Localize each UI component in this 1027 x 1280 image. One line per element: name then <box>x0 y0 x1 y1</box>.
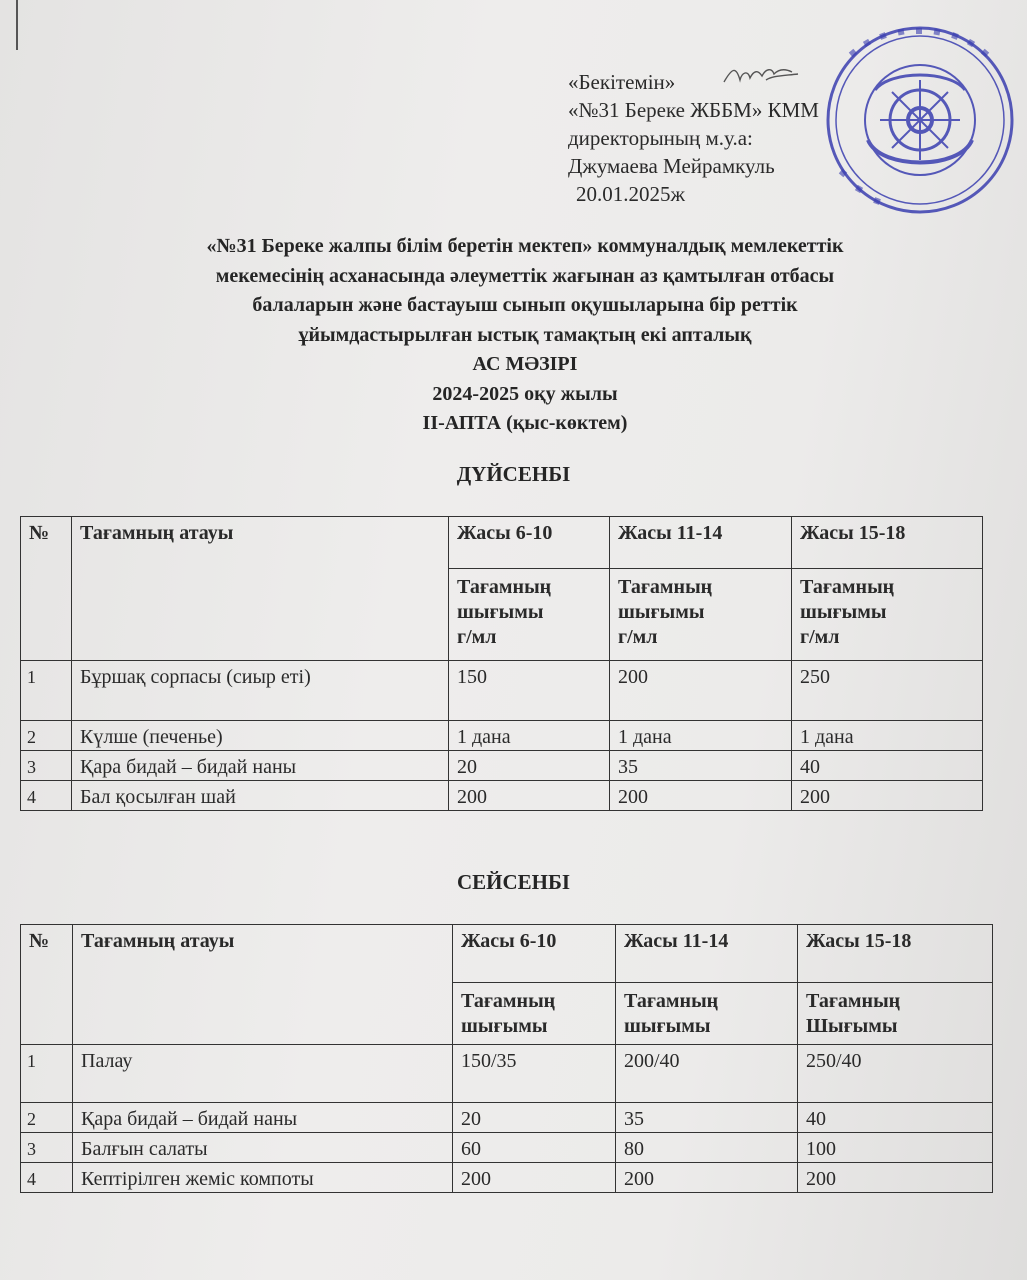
title-line-1: «№31 Береке жалпы білім беретін мектеп» коммуналдық мемлекеттік <box>206 235 844 257</box>
title-line-3: балаларын және бастауыш сынып оқушыларына бір реттік <box>252 294 798 316</box>
table-row <box>21 1103 993 1133</box>
dish-name: Балғын салаты <box>73 1133 453 1163</box>
title-line-4: ұйымдастырылған ыстық тамақтың екі апталық <box>298 323 752 346</box>
portion-age-15-18: 250 <box>792 661 983 721</box>
portion-age-15-18: 40 <box>798 1103 993 1133</box>
portion-age-15-18: 250/40 <box>798 1045 993 1103</box>
row-number: 1 <box>21 661 72 721</box>
subheader-yield-line-3: г/мл <box>457 626 497 648</box>
header-age-6-10: Жасы 6-10 <box>453 925 616 983</box>
table-header-row <box>21 925 993 983</box>
approval-line-4: Джумаева Мейрамкуль <box>568 154 775 178</box>
dish-name: Күлше (печенье) <box>72 721 449 751</box>
portion-age-11-14: 35 <box>616 1103 798 1133</box>
subheader-yield-line-1: Тағамның <box>806 990 901 1012</box>
subheader-yield-line-2: шығымы <box>457 601 544 623</box>
monday-heading: ДҮЙСЕНБІ <box>456 462 571 486</box>
row-number: 4 <box>21 1163 73 1193</box>
header-age-15-18: Жасы 15-18 <box>798 925 993 983</box>
subheader-yield-line-2: шығымы <box>618 601 705 623</box>
subheader-yield-line-2: шығымы <box>800 601 887 623</box>
official-stamp-icon <box>820 20 1020 220</box>
subheader-yield-line-2: шығымы <box>624 1015 711 1037</box>
portion-age-11-14: 200 <box>610 781 792 811</box>
header-dish-name: Тағамның атауы <box>73 925 453 1045</box>
portion-age-11-14: 200/40 <box>616 1045 798 1103</box>
tuesday-menu-table <box>20 924 993 1193</box>
subheader-yield-line-1: Тағамның <box>800 576 895 598</box>
subheader-yield <box>792 569 983 661</box>
portion-age-6-10: 150/35 <box>453 1045 616 1103</box>
header-age-15-18: Жасы 15-18 <box>792 517 983 569</box>
header-age-6-10: Жасы 6-10 <box>449 517 610 569</box>
subheader-yield-line-1: Тағамның <box>461 990 556 1012</box>
portion-age-11-14: 200 <box>616 1163 798 1193</box>
table-row <box>21 781 983 811</box>
portion-age-6-10: 200 <box>449 781 610 811</box>
row-number: 1 <box>21 1045 73 1103</box>
subheader-yield-line-1: Тағамның <box>457 576 552 598</box>
portion-age-6-10: 20 <box>449 751 610 781</box>
portion-age-15-18: 40 <box>792 751 983 781</box>
table-row <box>21 1045 993 1103</box>
document-title <box>130 232 920 439</box>
portion-age-15-18: 1 дана <box>792 721 983 751</box>
dish-name: Палау <box>73 1045 453 1103</box>
subheader-yield-line-2: шығымы <box>461 1015 548 1037</box>
approval-line-2: «№31 Береке ЖББМ» КММ <box>568 98 819 122</box>
portion-age-11-14: 35 <box>610 751 792 781</box>
table-row <box>21 1163 993 1193</box>
portion-age-15-18: 200 <box>792 781 983 811</box>
row-number: 4 <box>21 781 72 811</box>
subheader-yield-line-2: Шығымы <box>806 1015 898 1037</box>
monday-menu-table <box>20 516 983 811</box>
table-row <box>21 751 983 781</box>
dish-name: Бұршақ сорпасы (сиыр еті) <box>72 661 449 721</box>
approval-date: 20.01.2025ж <box>576 182 686 206</box>
portion-age-6-10: 20 <box>453 1103 616 1133</box>
portion-age-6-10: 60 <box>453 1133 616 1163</box>
subheader-yield <box>453 983 616 1045</box>
subheader-yield-line-3: г/мл <box>618 626 658 648</box>
approval-line-1: «Бекітемін» <box>568 70 676 94</box>
subheader-yield <box>798 983 993 1045</box>
dish-name: Кептірілген жеміс компоты <box>73 1163 453 1193</box>
subheader-yield <box>449 569 610 661</box>
title-line-7: ІІ-АПТА (қыс-көктем) <box>422 412 628 434</box>
page-edge-mark <box>16 0 18 50</box>
portion-age-11-14: 80 <box>616 1133 798 1163</box>
header-dish-name: Тағамның атауы <box>72 517 449 661</box>
portion-age-11-14: 1 дана <box>610 721 792 751</box>
portion-age-11-14: 200 <box>610 661 792 721</box>
header-num: № <box>21 925 73 1045</box>
header-age-11-14: Жасы 11-14 <box>610 517 792 569</box>
dish-name: Бал қосылған шай <box>72 781 449 811</box>
subheader-yield-line-3: г/мл <box>800 626 840 648</box>
row-number: 2 <box>21 1103 73 1133</box>
portion-age-15-18: 100 <box>798 1133 993 1163</box>
table-row <box>21 721 983 751</box>
header-age-11-14: Жасы 11-14 <box>616 925 798 983</box>
subheader-yield <box>616 983 798 1045</box>
row-number: 2 <box>21 721 72 751</box>
portion-age-6-10: 1 дана <box>449 721 610 751</box>
title-line-6: 2024-2025 оқу жылы <box>432 382 618 405</box>
portion-age-6-10: 200 <box>453 1163 616 1193</box>
row-number: 3 <box>21 751 72 781</box>
portion-age-6-10: 150 <box>449 661 610 721</box>
header-num: № <box>21 517 72 661</box>
subheader-yield-line-1: Тағамның <box>624 990 719 1012</box>
dish-name: Қара бидай – бидай наны <box>72 751 449 781</box>
tuesday-heading: СЕЙСЕНБІ <box>456 870 571 894</box>
table-header-row <box>21 517 983 569</box>
signature-image <box>722 62 802 90</box>
row-number: 3 <box>21 1133 73 1163</box>
subheader-yield <box>610 569 792 661</box>
title-line-2: мекемесінің асханасында әлеуметтік жағынан аз қамтылған отбасы <box>215 264 835 287</box>
dish-name: Қара бидай – бидай наны <box>73 1103 453 1133</box>
subheader-yield-line-1: Тағамның <box>618 576 713 598</box>
approval-line-3: директорының м.у.а: <box>568 126 753 150</box>
table-row <box>21 1133 993 1163</box>
portion-age-15-18: 200 <box>798 1163 993 1193</box>
table-row <box>21 661 983 721</box>
title-line-5: АС МӘЗІРІ <box>472 353 578 375</box>
